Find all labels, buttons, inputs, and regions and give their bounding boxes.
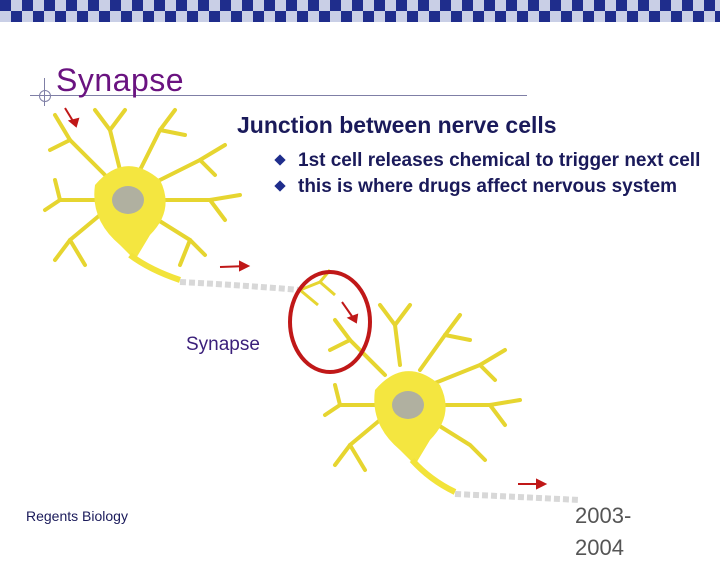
- diamond-bullet-icon: [274, 180, 285, 191]
- bullet-text: 1st cell releases chemical to trigger next cell: [298, 150, 701, 171]
- neuron-2-nucleus: [392, 391, 424, 419]
- synapse-highlight-circle: [290, 272, 370, 372]
- footer-year: 2003-2004: [575, 503, 632, 560]
- diamond-bullet-icon: [274, 154, 285, 165]
- neuron-1-nucleus: [112, 186, 144, 214]
- axon-2: [455, 494, 580, 500]
- axon-1: [180, 282, 300, 290]
- bullet-item: [276, 150, 706, 172]
- synapse-diagram-label: Synapse: [186, 334, 260, 355]
- slide-heading: Junction between nerve cells: [237, 112, 557, 138]
- bullet-item: [276, 176, 706, 198]
- bullet-list: [276, 150, 706, 202]
- footer-course-name: Regents Biology: [26, 508, 128, 524]
- bullet-text: this is where drugs affect nervous system: [298, 176, 678, 197]
- slide-title: Synapse: [56, 62, 185, 98]
